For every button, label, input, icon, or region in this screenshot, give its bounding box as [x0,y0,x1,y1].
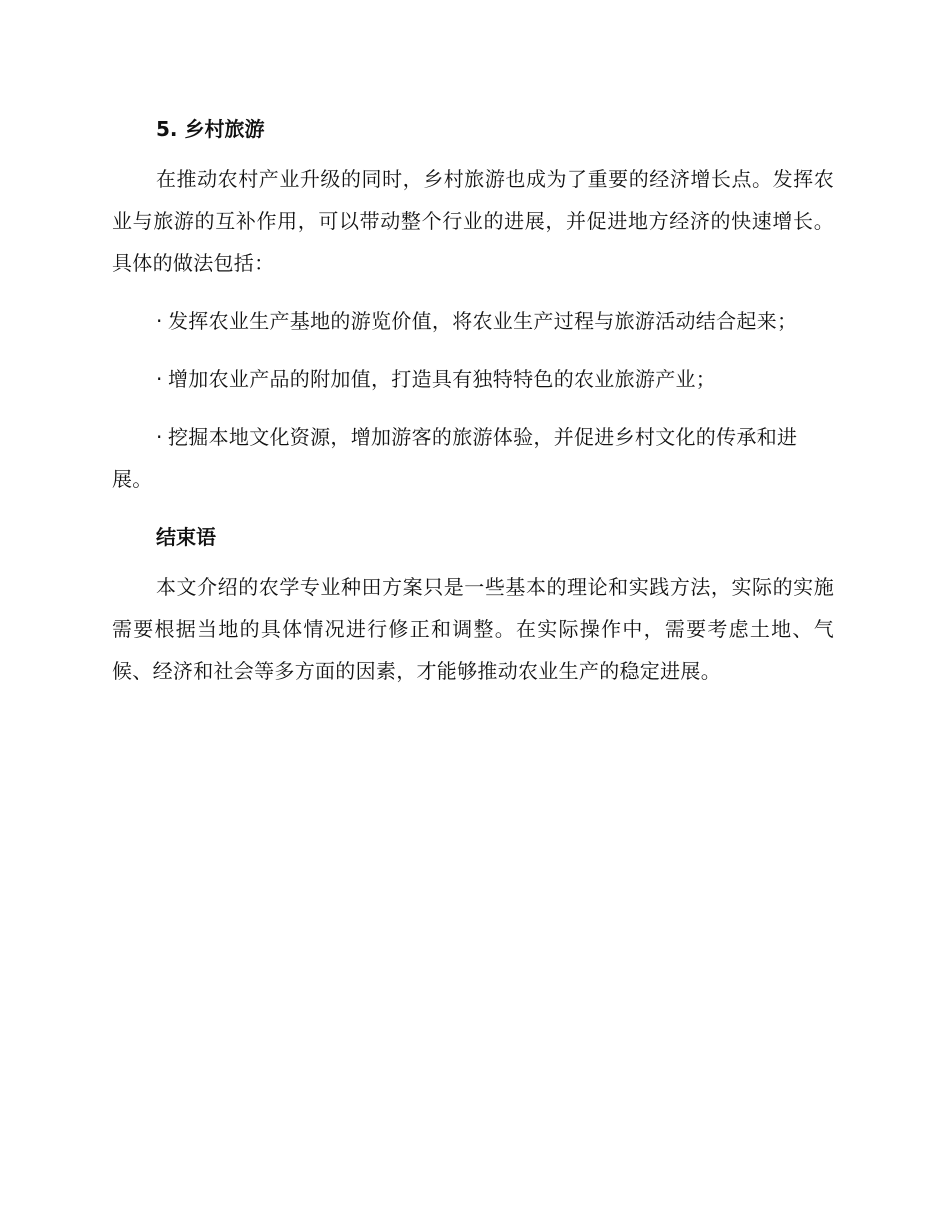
bullet-item [112,358,834,400]
bullet-item [112,416,834,500]
bullet-text: 发挥农业生产基地的游览价值，将农业生产过程与旅游活动结合起来； [168,309,798,333]
bullet-marker: · [156,367,163,391]
bullet-text: 挖掘本地文化资源，增加游客的旅游体验，并促进乡村文化的传承和进展。 [112,425,798,491]
bullet-marker: · [156,425,163,449]
bullet-marker: · [156,309,163,333]
conclusion-paragraph: 本文介绍的农学专业种田方案只是一些基本的理论和实践方法，实际的实施需要根据当地的具体情况进行修正和调整。在实际操作中，需要考虑土地、气候、经济和社会等多方面的因素，才能够推动农业生产的稳定进展。 [112,575,834,683]
bullet-text: 增加农业产品的附加值，打造具有独特特色的农业旅游产业； [168,367,717,391]
conclusion-heading: 结束语 [156,525,216,549]
section-heading: 5. 乡村旅游 [156,117,265,141]
section-intro-paragraph: 在推动农村产业升级的同时，乡村旅游也成为了重要的经济增长点。发挥农业与旅游的互补作用，可以带动整个行业的进展，并促进地方经济的快速增长。具体的做法包括： [112,167,834,275]
document-content [112,108,834,708]
bullet-item [112,300,834,342]
